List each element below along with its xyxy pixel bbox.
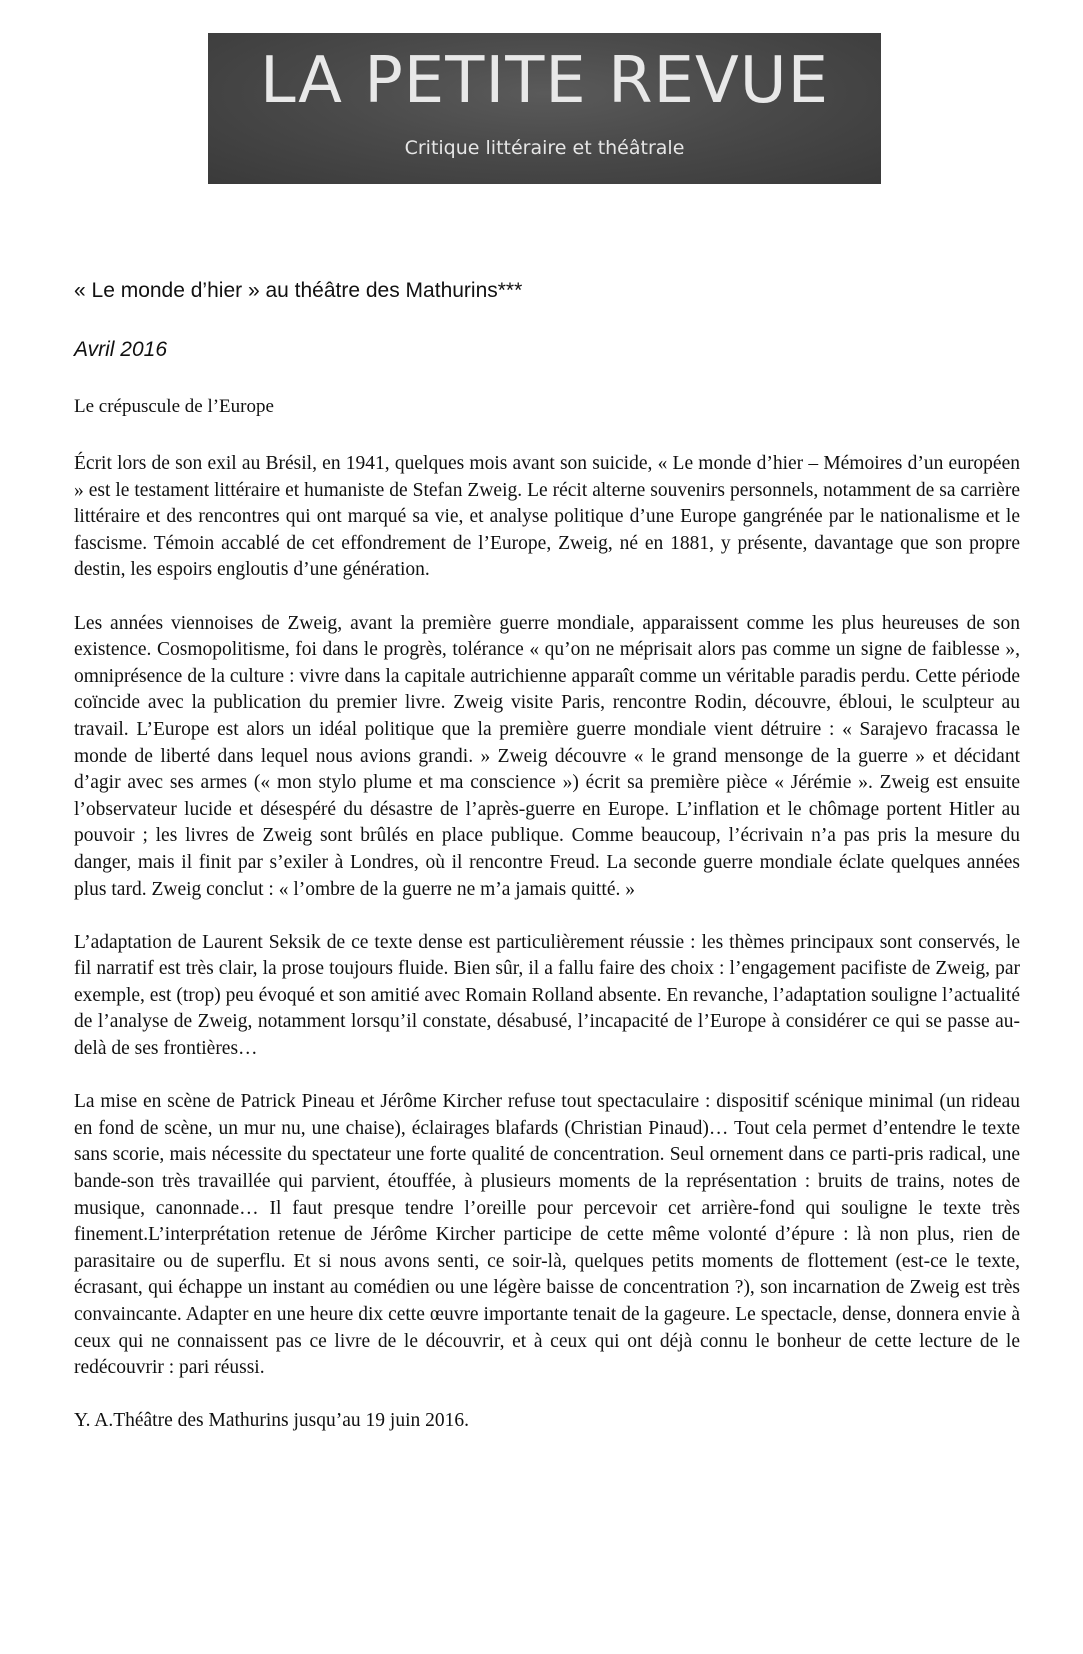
masthead-banner <box>208 33 881 184</box>
article-paragraph: Les années viennoises de Zweig, avant la première guerre mondiale, apparaissent comme les plus heureuses de son existence. Cosmopolitisme, foi dans le progrès, tolérance « qu’on ne méprisait alors pas comme un signe de faiblesse », omniprésence de la culture : vivre dans la capitale autrichienne apparaît comme un véritable paradis perdu. Cette période coïncide avec la publication du premier livre. Zweig visite Paris, rencontre Rodin, découvre, ébloui, le sculpteur au travail. L’Europe est alors un idéal politique que la première guerre mondiale vient détruire : « Sarajevo fracassa le monde de liberté dans lequel nous avions grandi. » Zweig découvre « le grand mensonge de la guerre » et décidant d’agir avec ses armes (« mon stylo plume et ma conscience ») écrit sa première pièce « Jérémie ». Zweig est ensuite l’observateur lucide et désespéré du désastre de l’après-guerre en Europe. L’inflation et le chômage portent Hitler au pouvoir ; les livres de Zweig sont brûlés en place publique. Comme beaucoup, l’écrivain n’a pas pris la mesure du danger, mais il finit par s’exiler à Londres, où il rencontre Freud. La seconde guerre mondiale éclate quelques années plus tard. Zweig conclut : « l’ombre de la guerre ne m’a jamais quitté. » <box>74 612 1020 900</box>
publication-name: LA PETITE REVUE <box>259 44 830 118</box>
publication-tagline: Critique littéraire et théâtrale <box>404 137 685 159</box>
article-headline: « Le monde d’hier » au théâtre des Mathurins*** <box>74 279 523 302</box>
article-date: Avril 2016 <box>74 338 168 361</box>
article-paragraph: L’adaptation de Laurent Seksik de ce texte dense est particulièrement réussie : les thèmes principaux sont conservés, le fil narratif est très clair, la prose toujours fluide. Bien sûr, il a fallu faire des choix : l’engagement pacifiste de Zweig, par exemple, est (trop) peu évoqué et son amitié avec Romain Rolland absente. En revanche, l’adaptation souligne l’actualité de l’analyse de Zweig, notamment lorsqu’il constate, désabusé, l’incapacité de l’Europe à considérer ce qui se passe au-delà de ses frontières… <box>74 931 1020 1060</box>
article-paragraph: La mise en scène de Patrick Pineau et Jérôme Kircher refuse tout spectaculaire : dispositif scénique minimal (un rideau en fond de scène, un mur nu, une chaise), éclairages blafards (Christian Pinaud)… Tout cela permet d’entendre le texte sans scorie, mais nécessite du spectateur une forte qualité de concentration. Seul ornement dans ce parti-pris radical, une bande-son très travaillée qui parvient, étouffée, à plusieurs moments de la représentation : bruits de trains, notes de musique, canonnade… Il faut presque tendre l’oreille pour percevoir cet arrière-fond qui souligne le texte très finement.L’interprétation retenue de Jérôme Kircher participe de cette même volonté d’épure : là non plus, rien de parasitaire ou de superflu. Et si nous avons senti, ce soir-là, quelques petits moments de flottement (est-ce le texte, écrasant, qui échappe un instant au comédien ou une légère baisse de concentration ?), son incarnation de Zweig est très convaincante. Adapter en une heure dix cette œuvre importante tenait de la gageure. Le spectacle, dense, donnera envie à ceux qui ne connaissent pas ce livre de le découvrir, et à ceux qui ont déjà connu le bonheur de cette lecture de le redécouvrir : pari réussi. <box>74 1091 1020 1379</box>
article-signature: Y. A.Théâtre des Mathurins jusqu’au 19 juin 2016. <box>74 1410 470 1432</box>
article-subtitle: Le crépuscule de l’Europe <box>74 396 274 417</box>
article-body <box>74 451 1020 1462</box>
article-paragraph: Écrit lors de son exil au Brésil, en 1941, quelques mois avant son suicide, « Le monde d’hier – Mémoires d’un européen » est le testament littéraire et humaniste de Stefan Zweig. Le récit alterne souvenirs personnels, notamment de sa carrière littéraire et des rencontres qui ont marqué sa vie, et analyse politique d’une Europe gangrénée par le nationalisme et le fascisme. Témoin accablé de cet effondrement de l’Europe, Zweig, né en 1881, y présente, davantage que son propre destin, les espoirs engloutis d’une génération. <box>74 453 1020 581</box>
